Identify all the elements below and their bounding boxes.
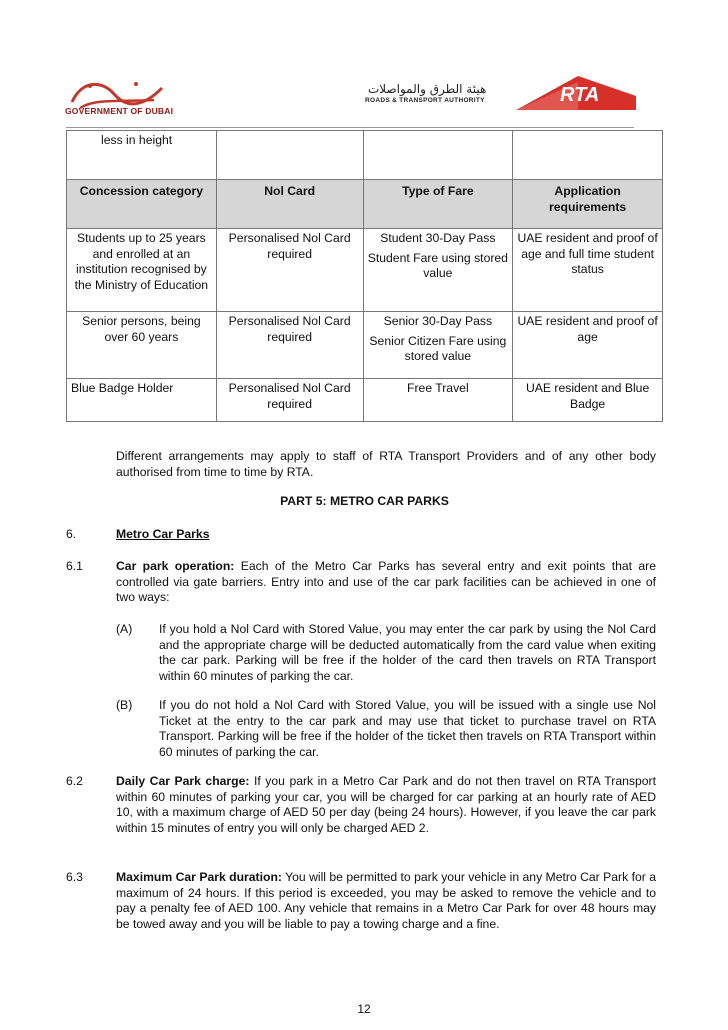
clause-text: If you park in a Metro Car Park and do not then travel on RTA Transport within 60 minutes of parking your car, you will be charged for car parking at an hourly rate of AED 10, with a maximum charge of AED 50 per day (being 24 hours). However, if you leave the car park within 15 minutes of entry you will only be charged AED 2. bbox=[116, 774, 656, 835]
government-of-dubai-text: GOVERNMENT OF DUBAI bbox=[65, 106, 174, 116]
column-header: Concession category bbox=[67, 180, 217, 229]
section-title: Metro Car Parks bbox=[116, 527, 210, 541]
table-cell: Personalised Nol Card required bbox=[216, 312, 363, 379]
table-cell bbox=[363, 229, 513, 312]
page-header bbox=[0, 0, 728, 130]
table-cell: Free Travel bbox=[363, 379, 513, 422]
rta-logo-text: RTA bbox=[560, 84, 600, 106]
table-row bbox=[67, 312, 663, 379]
table-cell: UAE resident and proof of age and full time student status bbox=[513, 229, 663, 312]
government-of-dubai-logo bbox=[62, 72, 182, 124]
clause-number: 6.3 bbox=[66, 870, 83, 884]
table-cell: less in height bbox=[67, 131, 217, 180]
table-cell bbox=[513, 131, 663, 180]
page-number: 12 bbox=[357, 1002, 371, 1016]
fare-type: Student Fare using stored value bbox=[367, 250, 508, 280]
table-cell: Senior persons, being over 60 years bbox=[67, 312, 217, 379]
fare-type: Senior Citizen Fare using stored value bbox=[369, 333, 507, 363]
note-paragraph: Different arrangements may apply to staff of RTA Transport Providers and of any other body authorised from time to time by RTA. bbox=[116, 449, 656, 479]
clause-text: You will be permitted to park your vehicle in any Metro Car Park for a maximum of 24 hours. If this period is exceeded, you may be asked to remove the vehicle and to pay a penalty fee of AED 100. Any vehicle that remains in a Metro Car Park for over 48 hours may be towed away and you will be liable to pay a towing charge and a fine. bbox=[116, 870, 656, 931]
clause-number: 6.1 bbox=[66, 559, 83, 573]
clause-text: Each of the Metro Car Parks has several entry and exit points that are controlled via gate barriers. Entry into and use of the car park facilities can be achieved in one of two ways: bbox=[116, 559, 656, 605]
clause-heading: Car park operation: bbox=[116, 559, 235, 573]
header-divider bbox=[66, 127, 634, 128]
column-header: Type of Fare bbox=[363, 180, 513, 229]
table-cell: Students up to 25 years and enrolled at an institution recognised by the Ministry of Education bbox=[67, 229, 217, 312]
table-cell: Blue Badge Holder bbox=[67, 379, 217, 422]
table-cell: Personalised Nol Card required bbox=[216, 379, 363, 422]
concession-table bbox=[66, 130, 663, 422]
rta-english-name: ROADS & TRANSPORT AUTHORITY bbox=[365, 97, 485, 104]
item-label: (B) bbox=[116, 698, 133, 712]
fare-type: Student 30-Day Pass bbox=[380, 231, 496, 245]
item-label: (A) bbox=[116, 622, 133, 636]
rta-arabic-name: هيئة الطرق والمواصلات bbox=[368, 82, 487, 96]
clause-number: 6.2 bbox=[66, 774, 83, 788]
table-cell bbox=[216, 131, 363, 180]
table-cell: UAE resident and proof of age bbox=[513, 312, 663, 379]
table-cell: UAE resident and Blue Badge bbox=[513, 379, 663, 422]
item-b-text: If you do not hold a Nol Card with Stored Value, you will be issued with a single use Nol Ticket at the entry to the car park and may use that ticket to purchase travel on RTA Transport. Parking will be free if the holder of the ticket then travels on RTA Transport within 60 minutes of parking the car. bbox=[159, 698, 656, 759]
column-header: Application requirements bbox=[513, 180, 663, 229]
table-row bbox=[67, 131, 663, 180]
clause-heading: Maximum Car Park duration: bbox=[116, 870, 282, 884]
table-cell: Personalised Nol Card required bbox=[216, 229, 363, 312]
clause-6-3 bbox=[116, 870, 656, 932]
table-row bbox=[67, 229, 663, 312]
table-row bbox=[67, 379, 663, 422]
table-cell bbox=[363, 312, 513, 379]
clause-heading: Daily Car Park charge: bbox=[116, 774, 250, 788]
part-title: PART 5: METRO CAR PARKS bbox=[280, 494, 449, 508]
column-header: Nol Card bbox=[216, 180, 363, 229]
table-header-row bbox=[67, 180, 663, 229]
section-number: 6. bbox=[66, 527, 77, 541]
item-a-text: If you hold a Nol Card with Stored Value, you may enter the car park by using the Nol Card and the appropriate charge will be deducted automatically from the card value when exiting the car park. Parking will be free if the holder of the card then travels on RTA Transport within 60 minutes of parking the car. bbox=[159, 622, 656, 683]
table-cell bbox=[363, 131, 513, 180]
clause-6-2 bbox=[116, 774, 656, 836]
fare-type: Senior 30-Day Pass bbox=[383, 314, 493, 328]
clause-6-1 bbox=[116, 559, 656, 606]
